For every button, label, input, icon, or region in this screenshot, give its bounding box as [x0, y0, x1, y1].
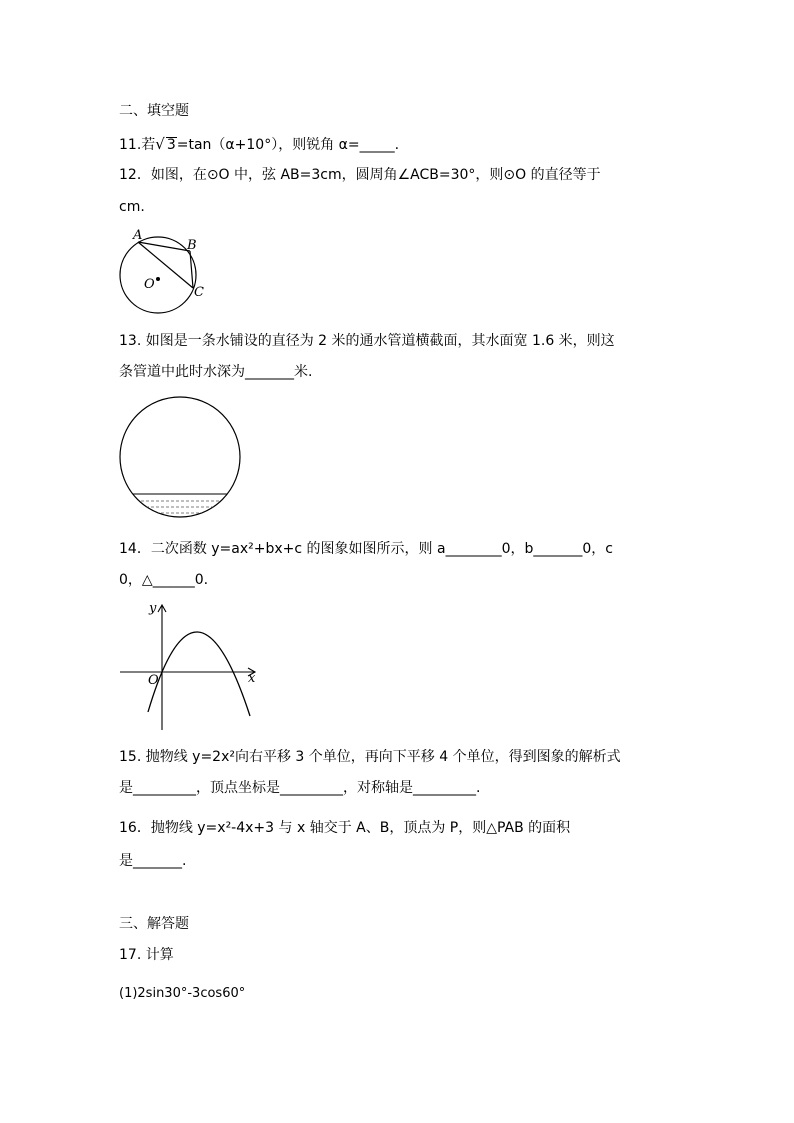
q14-pre: 14．二次函数 y=ax²+bx+c 的图象如图所示，则 a: [119, 541, 446, 557]
question-16-line-1: 16．抛物线 y=x²-4x+3 与 x 轴交于 A、B，顶点为 P，则△PAB 的面积: [119, 820, 571, 836]
label-o: O: [144, 277, 155, 292]
center-dot: [156, 277, 160, 281]
question-16-line-2: [119, 851, 186, 871]
q12-circle-figure: [112, 226, 212, 316]
q13-pipe-figure: [116, 395, 246, 525]
q15-blank-2: _________: [280, 780, 343, 796]
sqrt-symbol-icon: √: [155, 135, 165, 153]
q15-b: ，顶点坐标是: [196, 780, 280, 796]
q13-blank: _______: [245, 364, 294, 380]
q13-post: 米.: [294, 364, 313, 380]
question-13-line-2: [119, 362, 312, 382]
parabola-curve: [148, 632, 250, 716]
q16-blank: _______: [133, 853, 182, 869]
section-3-title: 三、解答题: [119, 916, 189, 932]
q12-circle: [120, 237, 196, 313]
q15-c: ，对称轴是: [343, 780, 413, 796]
q14-mid-2: 0，c: [582, 541, 613, 557]
q16-b: .: [182, 853, 187, 869]
question-17-part-1: (1)2sin30°-3cos60°: [119, 986, 246, 1001]
q14-blank-a: ________: [445, 541, 502, 557]
question-17-title: 17. 计算: [119, 947, 174, 963]
q14-line2-pre: 0，△: [119, 572, 153, 588]
question-11: [119, 134, 399, 155]
question-15-line-2: [119, 778, 480, 798]
pipe-circle: [120, 397, 240, 517]
q11-blank: _____: [359, 137, 395, 153]
q14-blank-delta: ______: [152, 572, 195, 588]
q15-d: .: [476, 780, 481, 796]
label-c: C: [194, 285, 204, 300]
q11-end: .: [394, 137, 400, 153]
question-12-line-2: cm.: [119, 199, 145, 215]
label-a: A: [133, 228, 143, 243]
q13-pre: 条管道中此时水深为: [119, 364, 245, 380]
q15-blank-1: _________: [133, 780, 196, 796]
question-14-line-1: [119, 539, 613, 559]
q11-number: 11.: [119, 137, 142, 153]
question-13-line-1: 13. 如图是一条水铺设的直径为 2 米的通水管道横截面，其水面宽 1.6 米，则这: [119, 333, 615, 349]
question-12-line-1: 12．如图，在⊙O 中，弦 AB=3cm，圆周角∠ACB=30°，则⊙O 的直径等于: [119, 167, 601, 183]
q14-line2-post: 0.: [194, 572, 209, 588]
label-origin: O: [148, 673, 159, 688]
section-2-title: 二、填空题: [119, 103, 189, 119]
question-14-line-2: [119, 570, 208, 590]
q11-post: =tan（α+10°），则锐角 α=: [176, 137, 360, 153]
q14-blank-b: _______: [533, 541, 583, 557]
question-15-line-1: 15. 抛物线 y=2x²向右平移 3 个单位，再向下平移 4 个单位，得到图象的解析式: [119, 749, 621, 765]
label-x: x: [248, 671, 256, 686]
chord-ab: [138, 242, 190, 251]
q14-mid-1: 0，b: [501, 541, 534, 557]
q11-radicand: 3: [166, 137, 176, 153]
q16-a: 是: [119, 853, 133, 869]
q15-blank-3: _________: [413, 780, 476, 796]
label-y: y: [149, 601, 157, 616]
q14-parabola-figure: [116, 600, 266, 735]
q11-pre: 若: [141, 137, 156, 153]
q15-a: 是: [119, 780, 133, 796]
label-b: B: [187, 238, 197, 253]
